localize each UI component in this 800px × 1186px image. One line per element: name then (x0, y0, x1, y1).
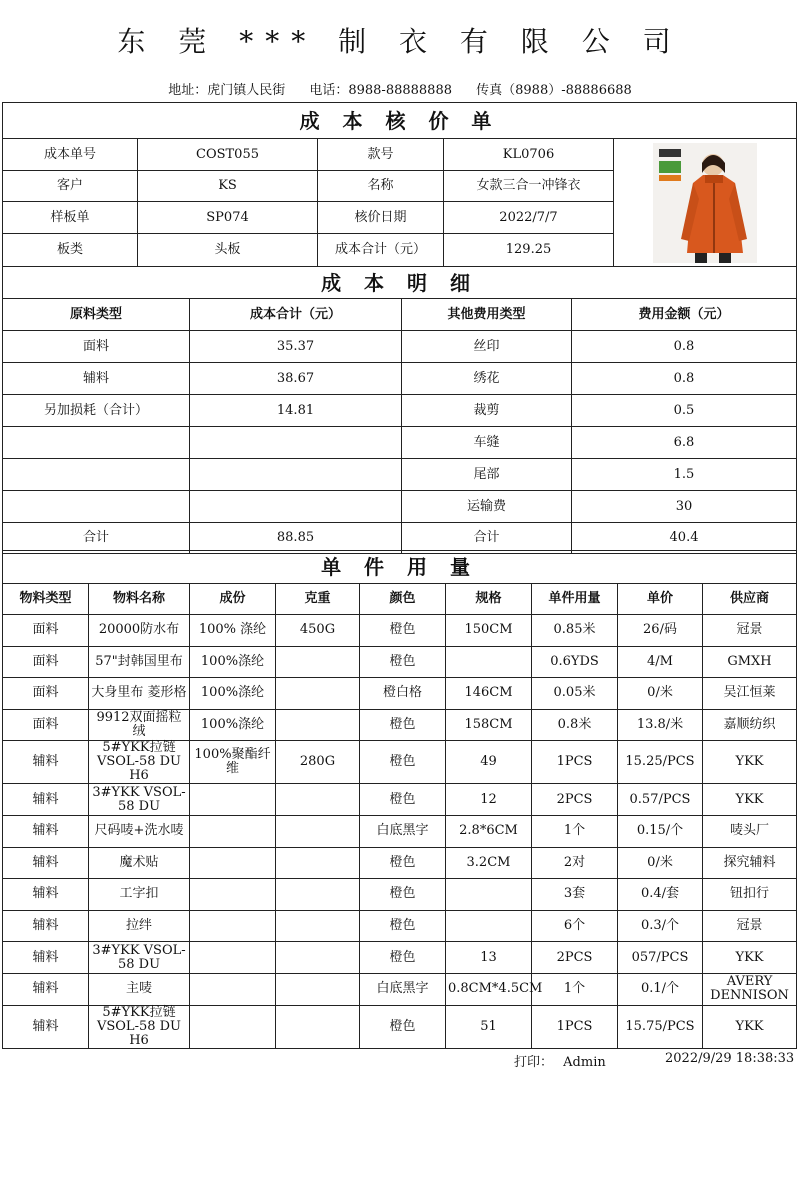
header-material-type: 物料类型 (3, 584, 89, 615)
fee-amount-cell: 0.5 (572, 395, 797, 427)
unit-price-cell: 15.25/PCS (618, 741, 703, 784)
material-type-cell: 辅料 (3, 879, 89, 911)
composition-cell: 100% 涤纶 (190, 615, 276, 647)
supplier-cell: GMXH (703, 646, 797, 678)
date-label: 核价日期 (318, 202, 444, 234)
unit-price-cell: 0.4/套 (618, 879, 703, 911)
table-row (3, 879, 797, 911)
unit-usage-cell: 0.85米 (532, 615, 618, 647)
material-name-cell: 大身里布 菱形格 (89, 678, 190, 710)
cost-total-cell (190, 459, 402, 491)
header-weight: 克重 (276, 584, 360, 615)
table-row (3, 815, 797, 847)
material-name-cell: 9912双面摇粒绒 (89, 709, 190, 741)
unit-usage-cell: 2PCS (532, 942, 618, 974)
table-row (3, 910, 797, 942)
unit-price-cell: 4/M (618, 646, 703, 678)
weight-cell (276, 910, 360, 942)
fee-amount-cell: 30 (572, 491, 797, 523)
style-no-label: 款号 (318, 139, 444, 171)
cost-detail-row (3, 459, 797, 491)
weight-cell (276, 709, 360, 741)
total-row-value-2: 40.4 (572, 523, 797, 554)
pattern-label: 板类 (3, 234, 138, 267)
print-info (514, 1051, 606, 1070)
unit-usage-cell: 3套 (532, 879, 618, 911)
spec-cell: 0.8CM*4.5CM (446, 973, 532, 1005)
fee-amount-cell: 1.5 (572, 459, 797, 491)
pattern-value: 头板 (138, 234, 318, 267)
spec-cell: 13 (446, 942, 532, 974)
color-cell: 橙色 (360, 1005, 446, 1048)
spec-cell: 49 (446, 741, 532, 784)
color-cell: 橙色 (360, 646, 446, 678)
cost-detail-row (3, 491, 797, 523)
color-cell: 橙色 (360, 879, 446, 911)
composition-cell: 100%涤纶 (190, 678, 276, 710)
composition-cell (190, 1005, 276, 1048)
unit-price-cell: 26/码 (618, 615, 703, 647)
address-line (0, 79, 800, 98)
spec-cell: 51 (446, 1005, 532, 1048)
weight-cell (276, 973, 360, 1005)
unit-usage-cell: 0.05米 (532, 678, 618, 710)
header-cost-total: 成本合计（元） (190, 299, 402, 331)
material-name-cell: 拉绊 (89, 910, 190, 942)
supplier-cell: 吴江恒莱 (703, 678, 797, 710)
header-color: 颜色 (360, 584, 446, 615)
material-name-cell: 57"封韩国里布 (89, 646, 190, 678)
table-row (3, 847, 797, 879)
weight-cell: 450G (276, 615, 360, 647)
supplier-cell: 探究辅料 (703, 847, 797, 879)
unit-usage-header (3, 584, 797, 615)
spec-cell: 158CM (446, 709, 532, 741)
supplier-cell: YKK (703, 784, 797, 816)
header-supplier: 供应商 (703, 584, 797, 615)
material-name-cell: 3#YKK VSOL-58 DU (89, 942, 190, 974)
material-type-cell (3, 491, 190, 523)
address-location: 地址：虎门镇人民街 (168, 83, 286, 98)
table-row (3, 678, 797, 710)
unit-price-cell: 0.1/个 (618, 973, 703, 1005)
material-name-cell: 魔术贴 (89, 847, 190, 879)
supplier-cell: YKK (703, 1005, 797, 1048)
material-type-cell: 辅料 (3, 741, 89, 784)
table-row (3, 1005, 797, 1048)
cost-total-cell (190, 491, 402, 523)
material-type-cell: 面料 (3, 678, 89, 710)
customer-label: 客户 (3, 171, 138, 202)
header-material-type: 原料类型 (3, 299, 190, 331)
weight-cell (276, 678, 360, 710)
material-name-cell: 尺码唛+洗水唛 (89, 815, 190, 847)
material-type-cell: 面料 (3, 331, 190, 363)
table-row (3, 741, 797, 784)
total-row-label-1: 合计 (3, 523, 190, 554)
spec-cell (446, 879, 532, 911)
unit-price-cell: 13.8/米 (618, 709, 703, 741)
fee-type-cell: 裁剪 (402, 395, 572, 427)
header-spec: 规格 (446, 584, 532, 615)
cost-detail-row (3, 331, 797, 363)
date-value: 2022/7/7 (444, 202, 614, 234)
color-cell: 橙白格 (360, 678, 446, 710)
unit-usage-cell: 1PCS (532, 1005, 618, 1048)
supplier-cell: 唛头厂 (703, 815, 797, 847)
cost-no-value: COST055 (138, 139, 318, 171)
weight-cell (276, 815, 360, 847)
composition-cell (190, 815, 276, 847)
unit-usage-cell: 1个 (532, 815, 618, 847)
composition-cell (190, 847, 276, 879)
material-type-cell: 面料 (3, 709, 89, 741)
spec-cell: 3.2CM (446, 847, 532, 879)
unit-price-cell: 057/PCS (618, 942, 703, 974)
table-row (3, 973, 797, 1005)
material-type-cell: 辅料 (3, 973, 89, 1005)
cost-detail-table (2, 266, 797, 554)
name-value: 女款三合一冲锋衣 (444, 171, 614, 202)
material-type-cell: 面料 (3, 615, 89, 647)
unit-price-cell: 0.57/PCS (618, 784, 703, 816)
table-row (3, 784, 797, 816)
unit-usage-cell: 1PCS (532, 741, 618, 784)
company-title: 东 莞 *** 制 衣 有 限 公 司 (117, 25, 683, 58)
fee-type-cell: 丝印 (402, 331, 572, 363)
print-label: 打印： (514, 1055, 554, 1070)
unit-price-cell: 0/米 (618, 847, 703, 879)
supplier-cell: YKK (703, 942, 797, 974)
composition-cell (190, 942, 276, 974)
cost-total-cell: 14.81 (190, 395, 402, 427)
address-phone: 电话：8988-88888888 (309, 83, 452, 98)
color-cell: 白底黑字 (360, 973, 446, 1005)
material-type-cell: 辅料 (3, 847, 89, 879)
supplier-cell: 冠景 (703, 910, 797, 942)
composition-cell: 100%涤纶 (190, 709, 276, 741)
spec-cell (446, 910, 532, 942)
fee-amount-cell: 6.8 (572, 427, 797, 459)
supplier-cell: 冠景 (703, 615, 797, 647)
color-cell: 橙色 (360, 847, 446, 879)
print-timestamp: 2022/9/29 18:38:33 (665, 1051, 795, 1066)
composition-cell (190, 784, 276, 816)
unit-usage-cell: 1个 (532, 973, 618, 1005)
unit-price-cell: 0.3/个 (618, 910, 703, 942)
cost-detail-header (3, 299, 797, 331)
material-type-cell (3, 459, 190, 491)
color-cell: 橙色 (360, 741, 446, 784)
material-name-cell: 5#YKK拉链 VSOL-58 DU H6 (89, 741, 190, 784)
spec-cell: 146CM (446, 678, 532, 710)
unit-usage-cell: 6个 (532, 910, 618, 942)
cost-total-cell: 35.37 (190, 331, 402, 363)
header-other-fee-type: 其他费用类型 (402, 299, 572, 331)
material-name-cell: 3#YKK VSOL-58 DU (89, 784, 190, 816)
cost-detail-row (3, 395, 797, 427)
supplier-cell: YKK (703, 741, 797, 784)
sample-value: SP074 (138, 202, 318, 234)
material-type-cell: 辅料 (3, 910, 89, 942)
table-row (3, 615, 797, 647)
header-unit-usage: 单件用量 (532, 584, 618, 615)
material-type-cell: 辅料 (3, 942, 89, 974)
total-value: 129.25 (444, 234, 614, 267)
unit-usage-cell: 0.6YDS (532, 646, 618, 678)
jacket-photo-icon (653, 143, 757, 263)
product-photo (614, 139, 797, 267)
header-composition: 成份 (190, 584, 276, 615)
fee-type-cell: 尾部 (402, 459, 572, 491)
name-label: 名称 (318, 171, 444, 202)
sample-label: 样板单 (3, 202, 138, 234)
color-cell: 橙色 (360, 709, 446, 741)
color-cell: 橙色 (360, 615, 446, 647)
composition-cell (190, 973, 276, 1005)
composition-cell (190, 910, 276, 942)
cost-total-cell (190, 427, 402, 459)
material-type-cell: 辅料 (3, 815, 89, 847)
section-cost-sheet: 成 本 核 价 单 (3, 103, 797, 139)
color-cell: 橙色 (360, 910, 446, 942)
cost-detail-row (3, 427, 797, 459)
section-cost-detail: 成 本 明 细 (3, 267, 797, 299)
weight-cell (276, 879, 360, 911)
fee-type-cell: 绣花 (402, 363, 572, 395)
material-type-cell: 另加损耗（合计） (3, 395, 190, 427)
supplier-cell: AVERY DENNISON (703, 973, 797, 1005)
spec-cell: 150CM (446, 615, 532, 647)
material-name-cell: 5#YKK拉链 VSOL-58 DU H6 (89, 1005, 190, 1048)
weight-cell (276, 1005, 360, 1048)
table-row (3, 646, 797, 678)
unit-usage-cell: 2PCS (532, 784, 618, 816)
unit-usage-cell: 2对 (532, 847, 618, 879)
supplier-cell: 钮扣行 (703, 879, 797, 911)
material-type-cell: 面料 (3, 646, 89, 678)
material-name-cell: 主唛 (89, 973, 190, 1005)
cost-detail-total-row (3, 523, 797, 554)
table-row (3, 709, 797, 741)
cost-detail-row (3, 363, 797, 395)
material-name-cell: 工字扣 (89, 879, 190, 911)
header-unit-price: 单价 (618, 584, 703, 615)
material-type-cell: 辅料 (3, 784, 89, 816)
printer-name: Admin (563, 1055, 606, 1070)
cost-total-cell: 38.67 (190, 363, 402, 395)
weight-cell (276, 646, 360, 678)
color-cell: 橙色 (360, 942, 446, 974)
table-row (3, 942, 797, 974)
unit-price-cell: 0/米 (618, 678, 703, 710)
total-row-value-1: 88.85 (190, 523, 402, 554)
cost-no-label: 成本单号 (3, 139, 138, 171)
color-cell: 橙色 (360, 784, 446, 816)
total-label: 成本合计（元） (318, 234, 444, 267)
total-row-label-2: 合计 (402, 523, 572, 554)
material-name-cell: 20000防水布 (89, 615, 190, 647)
unit-usage-cell: 0.8米 (532, 709, 618, 741)
header-material-name: 物料名称 (89, 584, 190, 615)
material-type-cell: 辅料 (3, 363, 190, 395)
customer-value: KS (138, 171, 318, 202)
composition-cell: 100%聚酯纤维 (190, 741, 276, 784)
unit-price-cell: 0.15/个 (618, 815, 703, 847)
material-type-cell: 辅料 (3, 1005, 89, 1048)
fee-type-cell: 车缝 (402, 427, 572, 459)
material-type-cell (3, 427, 190, 459)
weight-cell (276, 847, 360, 879)
spec-cell: 12 (446, 784, 532, 816)
weight-cell (276, 942, 360, 974)
fee-amount-cell: 0.8 (572, 363, 797, 395)
spec-cell (446, 646, 532, 678)
header-fee-amount: 费用金额（元） (572, 299, 797, 331)
style-no-value: KL0706 (444, 139, 614, 171)
color-cell: 白底黑字 (360, 815, 446, 847)
weight-cell: 280G (276, 741, 360, 784)
unit-usage-table (2, 550, 797, 1049)
fee-amount-cell: 0.8 (572, 331, 797, 363)
fee-type-cell: 运输费 (402, 491, 572, 523)
cost-sheet-table (2, 102, 797, 267)
spec-cell: 2.8*6CM (446, 815, 532, 847)
composition-cell: 100%涤纶 (190, 646, 276, 678)
composition-cell (190, 879, 276, 911)
address-fax: 传真（8988）-88886688 (476, 83, 632, 98)
section-unit-usage: 单 件 用 量 (3, 551, 797, 584)
supplier-cell: 嘉顺纺织 (703, 709, 797, 741)
weight-cell (276, 784, 360, 816)
unit-price-cell: 15.75/PCS (618, 1005, 703, 1048)
